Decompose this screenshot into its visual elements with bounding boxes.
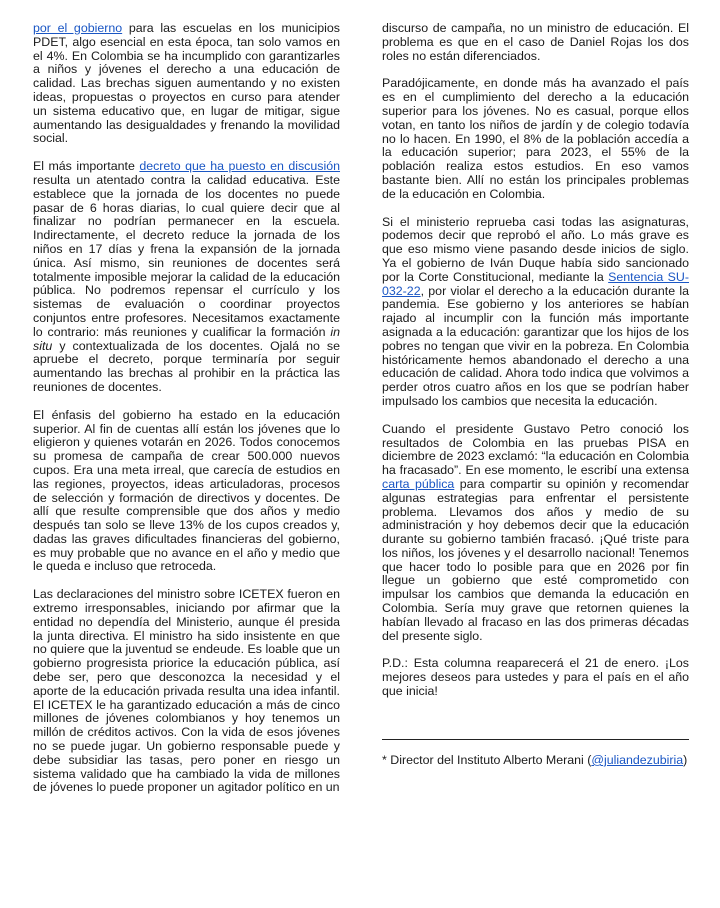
footnote-divider — [382, 739, 689, 740]
paragraph-text: resulta un atentado contra la calidad educativa. Este establece que la jornada de los docentes no puede pasar de 6 horas diarias, lo cual quiere decir que al finalizar no podrían permanecer en la escuela. Indirectamente, el decreto reduce la jornada de los niños en 17 días y frena la expansión de la jornada única. Así mismo, sin reuniones de docentes será totalmente imposible mejorar la calidad de la educación pública. No podremos repensar el currículo y los sistemas de evaluación o coordinar proyectos conjuntos entre profesores. Necesitamos exactamente lo contrario: más reuniones y cualificar la formación — [33, 172, 340, 339]
link-por-el-gobierno[interactable]: por el gobierno — [33, 21, 123, 35]
paragraph-text: para compartir su opinión y recomendar algunas estrategias para enfrentar el persistente problema. Llevamos dos años y medio de su administración y hoy debemos decir que la educación durante su gobierno también fracasó. ¡Qué triste para los niños, los jóvenes y el desarrollo nacional! Tenemos que hacer todo lo posible para que en 2026 por fin llegue un gobierno que esté comprometido con impulsar los cambios que demanda la educación en Colombia. Sería muy grave que retornen quienes la habían llevado al fracaso en las dos primeras décadas del presente siglo. — [382, 476, 689, 643]
paragraph-text: El más importante — [33, 159, 140, 174]
footnote-text: * Director del Instituto Alberto Merani ( — [382, 752, 592, 767]
left-column — [33, 22, 340, 809]
right-column — [382, 22, 689, 782]
paragraph-text: , por violar el derecho a la educación durante la pandemia. Ese gobierno y los anteriores se habían rajado al incumplir con la función más importante asignada a la educación: garantizar que los hijos de los pobres no tengan que vivir en la pobreza. En Colombia históricamente hemos abandonado el derecho a una educación de calidad. Ahora todo indica que volvimos a perder otros cuatro años en los que se podrían haber impulsado los cambios que necesita la educación. — [382, 283, 689, 408]
paragraph-campaign-speech: discurso de campaña, no un ministro de educación. El problema es que en el caso de Daniel Rojas los dos roles no están diferenciados. — [382, 21, 689, 63]
paragraph-education-gap — [33, 22, 340, 146]
paragraph-icetex: Las declaraciones del ministro sobre ICETEX fueron en extremo irresponsables, iniciando por afirmar que la entidad no dependía del Ministerio, aunque él presida la junta directiva. El ministro ha sido insistente en que no quiere que la juventud se endeude. Es loable que un gobierno progresista priorice la educación pública, así debe ser, pero que desconozca la necesidad y el aporte de la educación privada resulta una idea infantil. El ICETEX le ha garantizado educación a más de cinco millones de jóvenes colombianos y hoy tenemos un millón de créditos activos. Con la vida de esos jóvenes no se puede jugar. Un gobierno responsable puede y debe subsidiar las tasas, pero poner en riesgo un sistema validado que ha cambiado la vida de millones de jóvenes lo puede proponer un agitador político en un — [33, 587, 340, 795]
footnote-close: ) — [683, 752, 688, 767]
link-sentencia[interactable]: Sentencia SU-032-22 — [382, 269, 689, 298]
italic-in-situ: in situ — [33, 324, 340, 353]
paragraph-text: Si el ministerio reprueba casi todas las asignaturas, podemos decir que reprobó el año. Lo más grave es que eso mismo viene pasando desde inicios de siglo. Ya el gobierno de Iván Duque había sido sancionado por la Corte Constitucional, mediante la — [382, 214, 689, 284]
link-twitter-handle[interactable]: @juliandezubiria — [591, 752, 684, 767]
paragraph-text: para las escuelas en los municipios PDET, algo esencial en esta época, tan solo vamos en el 4%. En Colombia se ha incumplido con garantizarles a niños y jóvenes el derecho a una educación de calidad. Las brechas siguen aumentando y no existen ideas, propuestas o proyectos en curso para atender un sistema educativo que, en lugar de mitigar, sigue aumentando las desigualdades y frenando la movilidad social. — [33, 21, 340, 146]
paragraph-decree — [33, 160, 340, 395]
paragraph-ministry-fails — [382, 216, 689, 409]
link-carta-publica[interactable]: carta pública — [382, 476, 455, 491]
paragraph-text: y contextualizada de los docentes. Ojalá no se apruebe el decreto, porque terminaría por seguir aumentando las brechas al prohibir en la práctica las reuniones de docentes. — [33, 338, 340, 394]
footnote — [382, 754, 689, 768]
paragraph-pd: P.D.: Esta columna reaparecerá el 21 de enero. ¡Los mejores deseos para ustedes y para el país en el año que inicia! — [382, 656, 689, 699]
paragraph-pisa — [382, 423, 689, 644]
paragraph-higher-education: El énfasis del gobierno ha estado en la educación superior. Al fin de cuentas allí están los jóvenes que lo eligieron y quienes votarán en 2026. Todos conocemos su promesa de campaña de crear 500.000 nuevos cupos. Era una meta irreal, que carecía de estudios en las regiones, proyectos, ideas articuladoras, procesos de selección y formación de directivos y docentes. De allí que resulte comprensible que dos años y medio después tan solo se lleve 13% de los cupos creados y, dadas las graves dificultades financieras del gobierno, es muy probable que no avance en el año y medio que le queda e incluso que retroceda. — [33, 407, 340, 574]
paragraph-text: Cuando el presidente Gustavo Petro conoció los resultados de Colombia en las pruebas PISA en diciembre de 2023 exclamó: “la educación en Colombia ha fracasado”. En ese momento, le escribí una extensa — [382, 421, 689, 478]
paragraph-paradox: Paradójicamente, en donde más ha avanzado el país es en el cumplimiento del derecho a la educación superior para los jóvenes. No es casual, porque ellos votan, en tanto los niños de jardín y de colegio todavía no lo hacen. En 1990, el 8% de la población accedía a la educación superior; para 2023, el 55% de la población realiza estos estudios. En eso vamos bastante bien. Allí no están los principales problemas de la educación en Colombia. — [382, 76, 689, 201]
link-decreto[interactable]: decreto que ha puesto en discusión — [139, 159, 341, 174]
